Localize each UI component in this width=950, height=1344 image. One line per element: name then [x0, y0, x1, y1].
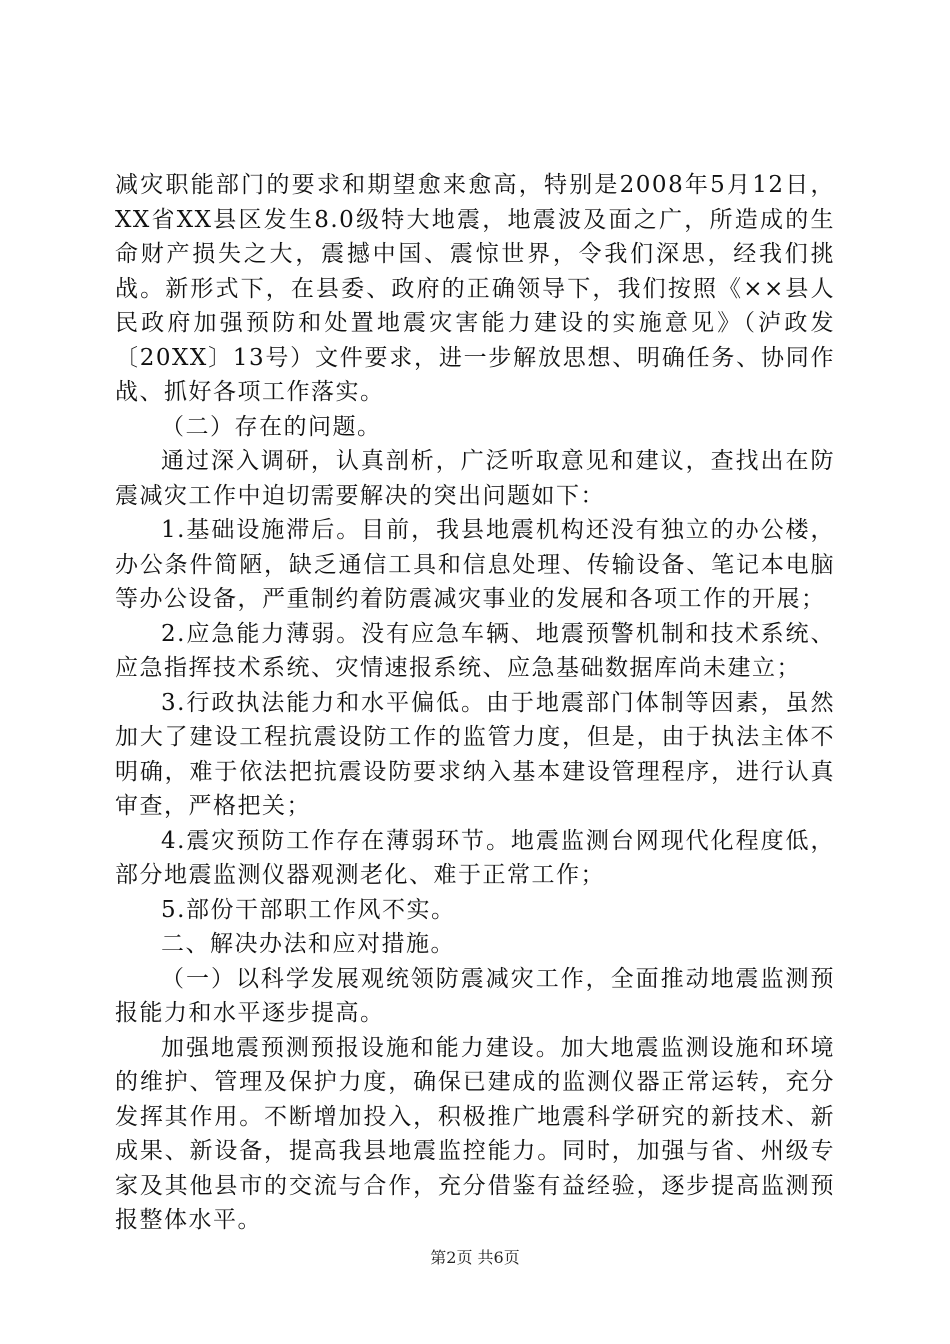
list-item-enforcement: 3.行政执法能力和水平偏低。由于地震部门体制等因素，虽然加大了建设工程抗震设防工作的监管力度，但是，由于执法主体不明确，难于依法把抗震设防要求纳入基本建设管理程序，进行认真审查，严格把关； [115, 689, 835, 819]
section-heading-problems: （二）存在的问题。 [161, 413, 382, 440]
document-body [115, 168, 835, 1238]
paragraph-continuation: 减灾职能部门的要求和期望愈来愈高，特别是2008年5月12日，XX省XX县区发生8.0级特大地震，地震波及面之广，所造成的生命财产损失之大，震撼中国、震惊世界，令我们深思，经我们挑战。新形式下，在县委、政府的正确领导下，我们按照《××县人民政府加强预防和处置地震灾害能力建设的实施意见》（泸政发〔20XX〕13号）文件要求，进一步解放思想、明确任务、协同作战、抓好各项工作落实。 [115, 172, 835, 405]
list-item-prevention: 4.震灾预防工作存在薄弱环节。地震监测台网现代化程度低，部分地震监测仪器观测老化、难于正常工作； [115, 827, 835, 888]
page-number-footer: 第2页 共6页 [430, 1248, 520, 1267]
list-item-infrastructure: 1.基础设施滞后。目前，我县地震机构还没有独立的办公楼，办公条件简陋，缺乏通信工具和信息处理、传输设备、笔记本电脑等办公设备，严重制约着防震减灾事业的发展和各项工作的开展； [115, 517, 835, 612]
list-item-work-style: 5.部份干部职工作风不实。 [161, 896, 456, 923]
subsection-heading-science: （一）以科学发展观统领防震减灾工作，全面推动地震监测预报能力和水平逐步提高。 [115, 965, 835, 1026]
list-item-emergency: 2.应急能力薄弱。没有应急车辆、地震预警机制和技术系统、应急指挥技术系统、灾情速报系统、应急基础数据库尚未建立； [115, 620, 835, 681]
paragraph-intro-problems: 通过深入调研，认真剖析，广泛听取意见和建议，查找出在防震减灾工作中迫切需要解决的突出问题如下： [115, 448, 835, 509]
paragraph-monitoring: 加强地震预测预报设施和能力建设。加大地震监测设施和环境的维护、管理及保护力度，确保已建成的监测仪器正常运转，充分发挥其作用。不断增加投入，积极推广地震科学研究的新技术、新成果、新设备，提高我县地震监控能力。同时，加强与省、州级专家及其他县市的交流与合作，充分借鉴有益经验，逐步提高监测预报整体水平。 [115, 1034, 835, 1233]
section-heading-solutions: 二、解决办法和应对措施。 [161, 931, 455, 957]
